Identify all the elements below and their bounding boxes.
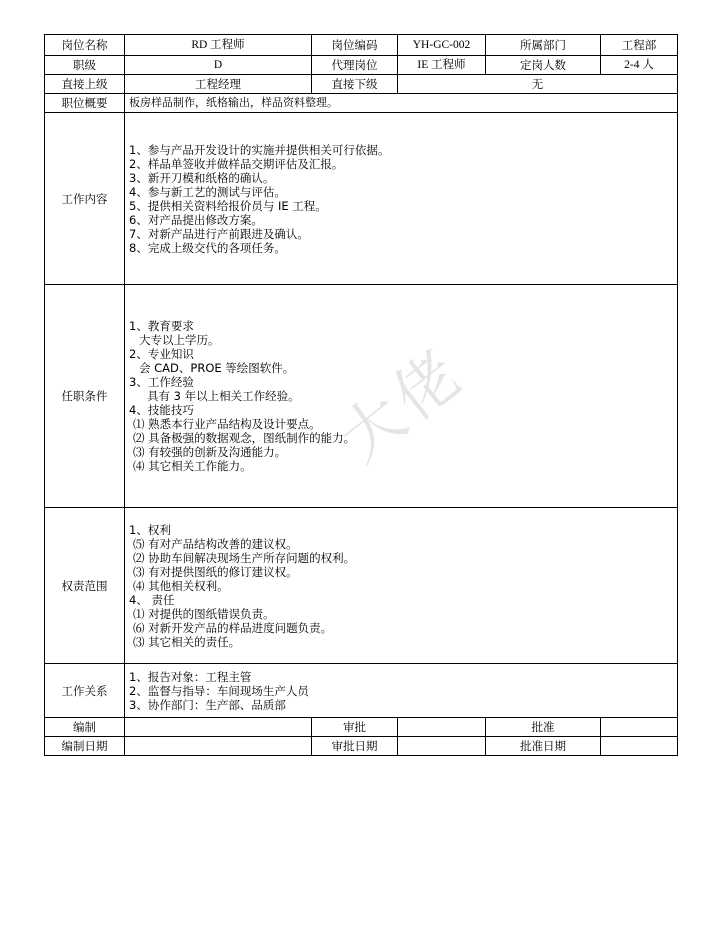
position-name-label: 岗位名称 bbox=[45, 35, 125, 56]
authority-content bbox=[125, 508, 678, 664]
requirement-line: 会 CAD、PROE 等绘图软件。 bbox=[139, 361, 295, 375]
authority-label: 权责范围 bbox=[45, 508, 125, 664]
row-authority bbox=[45, 508, 678, 664]
requirement-heading: 2、专业知识 bbox=[129, 347, 194, 361]
superior-label: 直接上级 bbox=[45, 75, 125, 94]
relations-label: 工作关系 bbox=[45, 664, 125, 718]
duty-line: 4、参与新工艺的测试与评估。 bbox=[129, 184, 286, 199]
grade-value: D bbox=[125, 56, 312, 75]
reviewed-date-value bbox=[398, 737, 486, 756]
watermark: 大佬 bbox=[326, 334, 479, 476]
row-summary bbox=[45, 94, 678, 113]
requirement-line: 大专以上学历。 bbox=[139, 333, 220, 347]
headcount-label: 定岗人数 bbox=[486, 56, 601, 75]
superior-value: 工程经理 bbox=[125, 75, 312, 94]
requirement-line: ⑷ 其它相关工作能力。 bbox=[133, 459, 252, 473]
requirements-label: 任职条件 bbox=[45, 285, 125, 508]
duty-line: 3、新开刀模和纸格的确认。 bbox=[129, 170, 275, 185]
authority-line: ⑸ 有对产品结构改善的建议权。 bbox=[133, 536, 298, 551]
duty-line: 7、对新产品进行产前跟进及确认。 bbox=[129, 226, 309, 241]
requirement-heading: 1、教育要求 bbox=[129, 319, 194, 333]
prepared-date-label: 编制日期 bbox=[45, 737, 125, 756]
requirement-line: ⑵ 具备极强的数据观念，图纸制作的能力。 bbox=[133, 431, 356, 445]
position-name-value: RD 工程师 bbox=[125, 35, 312, 56]
position-code-value: YH-GC-002 bbox=[398, 35, 486, 56]
row-duties bbox=[45, 113, 678, 285]
approved-label: 批准 bbox=[486, 718, 601, 737]
requirement-line: 具有 3 年以上相关工作经验。 bbox=[147, 389, 300, 403]
prepared-label: 编制 bbox=[45, 718, 125, 737]
relation-line: 3、协作部门：生产部、品质部 bbox=[129, 697, 286, 712]
relations-content bbox=[125, 664, 678, 718]
row-superior bbox=[45, 75, 678, 94]
duty-line: 6、对产品提出修改方案。 bbox=[129, 212, 263, 227]
summary-label: 职位概要 bbox=[45, 94, 125, 113]
relation-line: 1、报告对象：工程主管 bbox=[129, 669, 252, 684]
duties-content bbox=[125, 113, 678, 285]
reviewed-value bbox=[398, 718, 486, 737]
position-code-label: 岗位编码 bbox=[312, 35, 398, 56]
authority-line: ⑷ 其他相关权利。 bbox=[133, 578, 229, 593]
deputy-label: 代理岗位 bbox=[312, 56, 398, 75]
authority-line: ⑶ 其它相关的责任。 bbox=[133, 634, 241, 649]
duty-line: 8、完成上级交代的各项任务。 bbox=[129, 240, 286, 255]
prepared-value bbox=[125, 718, 312, 737]
requirement-heading: 4、技能技巧 bbox=[129, 403, 194, 417]
relation-line: 2、监督与指导：车间现场生产人员 bbox=[129, 683, 309, 698]
authority-heading: 4、 责任 bbox=[129, 592, 175, 607]
reviewed-date-label: 审批日期 bbox=[312, 737, 398, 756]
subordinate-label: 直接下级 bbox=[312, 75, 398, 94]
approved-value bbox=[601, 718, 678, 737]
requirement-heading: 3、工作经验 bbox=[129, 375, 194, 389]
headcount-value: 2-4 人 bbox=[601, 56, 678, 75]
row-signoff bbox=[45, 718, 678, 737]
duty-line: 1、参与产品开发设计的实施并提供相关可行依据。 bbox=[129, 142, 390, 157]
row-signoff-dates bbox=[45, 737, 678, 756]
duties-label: 工作内容 bbox=[45, 113, 125, 285]
authority-line: ⑴ 对提供的图纸错误负责。 bbox=[133, 606, 275, 621]
department-value: 工程部 bbox=[601, 35, 678, 56]
row-position bbox=[45, 35, 678, 56]
deputy-value: IE 工程师 bbox=[398, 56, 486, 75]
authority-line: ⑶ 有对提供图纸的修订建议权。 bbox=[133, 564, 298, 579]
duty-line: 5、提供相关资料给报价员与 IE 工程。 bbox=[129, 198, 327, 213]
requirement-line: ⑶ 有较强的创新及沟通能力。 bbox=[133, 445, 287, 459]
approved-date-label: 批准日期 bbox=[486, 737, 601, 756]
prepared-date-value bbox=[125, 737, 312, 756]
summary-text: 板房样品制作，纸格输出，样品资料整理。 bbox=[125, 94, 678, 113]
authority-heading: 1、权利 bbox=[129, 522, 171, 537]
row-relations bbox=[45, 664, 678, 718]
row-grade bbox=[45, 56, 678, 75]
authority-line: ⑵ 协助车间解决现场生产所存问题的权利。 bbox=[133, 550, 356, 565]
authority-line: ⑹ 对新开发产品的样品进度问题负责。 bbox=[133, 620, 333, 635]
requirement-line: ⑴ 熟悉本行业产品结构及设计要点。 bbox=[133, 417, 321, 431]
grade-label: 职级 bbox=[45, 56, 125, 75]
duty-line: 2、样品单签收并做样品交期评估及汇报。 bbox=[129, 156, 344, 171]
reviewed-label: 审批 bbox=[312, 718, 398, 737]
subordinate-value: 无 bbox=[398, 75, 678, 94]
approved-date-value bbox=[601, 737, 678, 756]
department-label: 所属部门 bbox=[486, 35, 601, 56]
